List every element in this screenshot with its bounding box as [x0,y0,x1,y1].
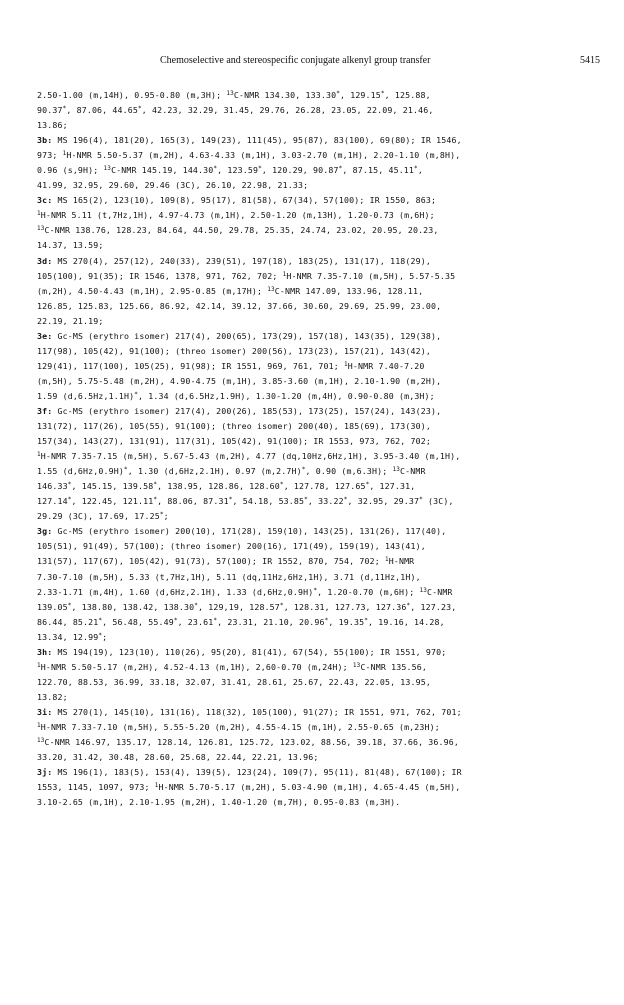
running-title: Chemoselective and stereospecific conjugate alkenyl group transfer [160,55,431,66]
text-line: $^1$H-NMR 7.33-7.10 (m,5H), 5.55-5.20 (m,2H), 4.55-4.15 (m,1H), 2.55-0.65 (m,23H); [37,721,440,732]
text-line: $^1$H-NMR 7.35-7.15 (m,5H), 5.67-5.43 (m,2H), 4.77 (dq,10Hz,6Hz,1H), 3.95-3.40 (m,1H), [37,451,461,462]
text-line: 131(72), 117(26), 105(55), 91(100); (threo isomer) 200(40), 185(69), 173(30), [37,421,432,432]
text-line: 2.33-1.71 (m,4H), 1.60 (d,6Hz,2.1H), 1.33 (d,6Hz,0.9H)*, 1.20-0.70 (m,6H); $^{13}$C-NMR [37,586,453,597]
text-line: (m,2H), 4.50-4.43 (m,1H), 2.95-0.85 (m,17H); $^{13}$C-NMR 147.09, 133.96, 128.11, [37,285,424,296]
text-line: 3g: Gc-MS (erythro isomer) 200(10), 171(28), 159(10), 143(25), 131(26), 117(40), [37,526,447,537]
text-line: 3d: MS 270(4), 257(12), 240(33), 239(51), 197(18), 183(25), 131(17), 118(29), [37,255,432,266]
text-line: 14.37, 13.59; [37,240,104,251]
text-line: 129(41), 117(100), 105(25), 91(98); IR 1551, 969, 761, 701; $^1$H-NMR 7.40-7.20 [37,360,425,371]
text-line: 117(98), 105(42), 91(100); (threo isomer) 200(56), 173(23), 157(21), 143(42), [37,345,432,356]
text-line: 139.05*, 138.80, 138.42, 138.30*, 129,19, 128.57*, 128.31, 127.73, 127.36*, 127.23, [37,601,457,612]
text-line: 3e: Gc-MS (erythro isomer) 217(4), 200(65), 173(29), 157(18), 143(35), 129(38), [37,330,442,341]
text-line: 13.34, 12.99*; [37,631,108,642]
text-line: 1.55 (d,6Hz,0.9H)*, 1.30 (d,6Hz,2.1H), 0.97 (m,2.7H)*, 0.90 (m,6.3H); $^{13}$C-NMR [37,466,426,477]
text-line: 29.29 (3C), 17.69, 17.25*; [37,511,169,522]
text-line: 122.70, 88.53, 36.99, 33.18, 32.07, 31.41, 28.61, 25.67, 22.43, 22.05, 13.95, [37,676,432,687]
text-line: 1.59 (d,6.5Hz,1.1H)*, 1.34 (d,6.5Hz,1.9H), 1.30-1.20 (m,4H), 0.90-0.80 (m,3H); [37,390,435,401]
text-line: 3h: MS 194(19), 123(10), 110(26), 95(20), 81(41), 67(54), 55(100); IR 1551, 970; [37,646,447,657]
text-line: (m,5H), 5.75-5.48 (m,2H), 4.90-4.75 (m,1H), 3.85-3.60 (m,1H), 2.10-1.90 (m,2H), [37,375,442,386]
text-line: 13.86; [37,120,68,131]
running-header [30,55,600,71]
text-line: 3j: MS 196(1), 183(5), 153(4), 139(5), 123(24), 109(7), 95(11), 81(48), 67(100); IR [37,767,462,778]
text-line: 105(100), 91(35); IR 1546, 1378, 971, 762, 702; $^1$H-NMR 7.35-7.10 (m,5H), 5.57-5.35 [37,270,456,281]
text-line: 86.44, 85.21*, 56.48, 55.49*, 23.61*, 23.31, 21.10, 20.96*, 19.35*, 19.16, 14.28, [37,616,445,627]
text-line: $^{13}$C-NMR 146.97, 135.17, 128.14, 126.81, 125.72, 123.02, 88.56, 39.18, 37.66, 36.96, [37,737,460,748]
text-line: $^1$H-NMR 5.50-5.17 (m,2H), 4.52-4.13 (m,1H), 2,60-0.70 (m,24H); $^{13}$C-NMR 135.56, [37,661,427,672]
text-line: 3b: MS 196(4), 181(20), 165(3), 149(23), 111(45), 95(87), 83(100), 69(80); IR 1546, [37,135,462,146]
text-line: 7.30-7.10 (m,5H), 5.33 (t,7Hz,1H), 5.11 (dq,11Hz,6Hz,1H), 3.71 (d,11Hz,1H), [37,571,421,582]
page-number: 5415 [580,55,600,66]
text-line: 146.33*, 145.15, 139.58*, 138.95, 128.86, 128.60*, 127.78, 127.65*, 127.31, [37,481,416,492]
text-line: 22.19, 21.19; [37,315,104,326]
text-line: 105(51), 91(49), 57(100); (threo isomer) 200(16), 171(49), 159(19), 143(41), [37,541,426,552]
text-line: 13.82; [37,691,68,702]
text-line: 157(34), 143(27), 131(91), 117(31), 105(42), 91(100); IR 1553, 973, 762, 702; [37,436,432,447]
text-line: $^1$H-NMR 5.11 (t,7Hz,1H), 4.97-4.73 (m,1H), 2.50-1.20 (m,13H), 1.20-0.73 (m,6H); [37,210,435,221]
text-line: 3i: MS 270(1), 145(10), 131(16), 118(32), 105(100), 91(27); IR 1551, 971, 762, 701; [37,706,462,717]
text-line: 2.50-1.00 (m,14H), 0.95-0.80 (m,3H); $^{13}$C-NMR 134.30, 133.30*, 129.15*, 125.88, [37,90,431,100]
text-line: 41.99, 32.95, 29.60, 29.46 (3C), 26.10, 22.98, 21.33; [37,180,309,191]
text-line: $^{13}$C-NMR 138.76, 128.23, 84.64, 44.50, 29.78, 25.35, 24.74, 23.02, 20.95, 20.23, [37,225,439,236]
text-line: 131(57), 117(67), 105(42), 91(73), 57(100); IR 1552, 870, 754, 702; $^1$H-NMR [37,556,415,567]
text-line: 127.14*, 122.45, 121.11*, 88.06, 87.31*, 54.18, 53.85*, 33.22*, 32.95, 29.37* (3C), [37,496,454,507]
text-line: 973; $^1$H-NMR 5.50-5.37 (m,2H), 4.63-4.33 (m,1H), 3.03-2.70 (m,1H), 2.20-1.10 (m,8H), [37,150,461,161]
text-line: 33.20, 31.42, 30.48, 28.60, 25.68, 22.44, 22.21, 13.96; [37,752,319,763]
text-line: 3c: MS 165(2), 123(10), 109(8), 95(17), 81(58), 67(34), 57(100); IR 1550, 863; [37,195,437,206]
text-line: 90.37*, 87.06, 44.65*, 42.23, 32.29, 31.45, 29.76, 26.28, 23.05, 22.09, 21.46, [37,105,434,116]
text-line: 0.96 (s,9H); $^{13}$C-NMR 145.19, 144.30*, 123.59*, 120.29, 90.87*, 87.15, 45.11*, [37,165,423,176]
spectral-data-text [37,88,605,810]
text-line: 1553, 1145, 1097, 973; $^1$H-NMR 5.70-5.17 (m,2H), 5.03-4.90 (m,1H), 4.65-4.45 (m,5H), [37,782,461,793]
text-line: 3f: Gc-MS (erythro isomer) 217(4), 200(26), 185(53), 173(25), 157(24), 143(23), [37,405,442,416]
text-line: 126.85, 125.83, 125.66, 86.92, 42.14, 39.12, 37.66, 30.60, 29.69, 25.99, 23.00, [37,300,442,311]
text-line: 3.10-2.65 (m,1H), 2.10-1.95 (m,2H), 1.40-1.20 (m,7H), 0.95-0.83 (m,3H). [37,797,401,808]
